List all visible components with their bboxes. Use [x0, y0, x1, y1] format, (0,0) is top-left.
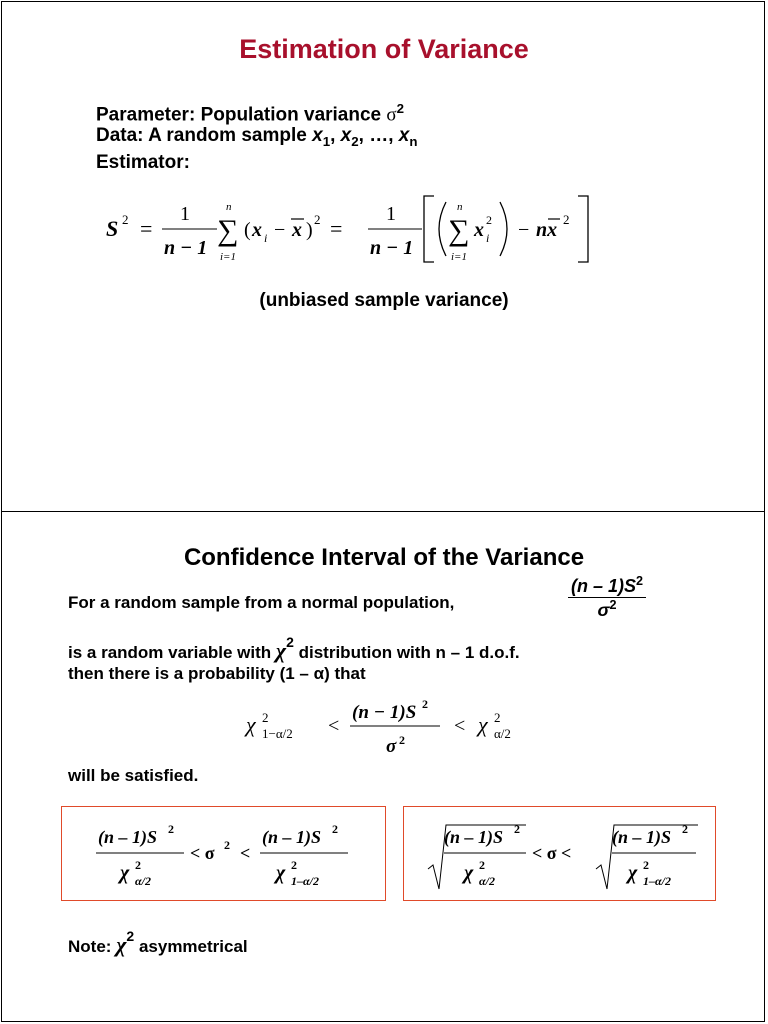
box2-mid: < σ < [532, 843, 572, 863]
box1-num-right: (n – 1)S [262, 827, 322, 847]
data-label: Data: [96, 125, 144, 146]
frac1-den: n − 1 [164, 237, 208, 259]
ineq-num: (n − 1)S [352, 702, 417, 723]
S-power: 2 [122, 212, 129, 227]
note-line [68, 928, 248, 958]
bigparen-close [500, 202, 507, 256]
sigma-symbol: σ [386, 104, 397, 126]
parameter-text: Population variance [200, 104, 382, 126]
line-satisfied: will be satisfied. [68, 766, 199, 785]
note-label: Note: [68, 937, 112, 956]
stddev-interval-box [403, 806, 716, 901]
box2-num-left: (n – 1)S [444, 827, 504, 847]
box1-num-left: (n – 1)S [98, 827, 158, 847]
frac-den-power: 2 [609, 597, 617, 612]
sum2-sigma: ∑ [448, 214, 470, 247]
box2-num-right-power: 2 [682, 822, 688, 836]
sep3: , [388, 125, 399, 146]
equals-2: = [330, 216, 343, 241]
paren-open: ( [244, 219, 251, 241]
chi-symbol: χ [275, 638, 287, 663]
box2-chi-left-power: 2 [479, 858, 485, 872]
bracket-open [424, 196, 434, 262]
nxbar-power: 2 [563, 212, 570, 227]
frac2-den: n − 1 [370, 237, 414, 259]
frac2-num: 1 [386, 203, 396, 225]
chi-left-power: 2 [262, 710, 269, 725]
box1-chi-left-sub: α/2 [135, 874, 151, 888]
box1-chi-right-sub: 1–α/2 [291, 874, 319, 888]
note-text: asymmetrical [138, 937, 248, 956]
xi2-power: 2 [486, 213, 492, 227]
stddev-interval-formula [404, 807, 715, 900]
lt-2: < [454, 715, 466, 737]
ellipsis: … [369, 125, 389, 146]
box1-chi-right: χ [276, 862, 286, 884]
xi-var: x [252, 219, 262, 241]
paren-close: ) [306, 219, 313, 241]
sum2-upper: n [457, 201, 463, 213]
line2-b: distribution with n – 1 d.o.f. [298, 643, 520, 662]
sum1-lower: i=1 [220, 251, 236, 263]
note-chi: χ [116, 932, 127, 957]
sum1-upper: n [226, 201, 232, 213]
frac-den: σ [597, 599, 610, 620]
box2-num-right: (n – 1)S [612, 827, 672, 847]
sum1-sigma: ∑ [217, 214, 239, 247]
estimator-label: Estimator: [96, 152, 190, 173]
statistic-fraction [568, 574, 646, 620]
xn-var: x [398, 125, 410, 146]
slide-title: Confidence Interval of the Variance [183, 544, 585, 571]
frac1-num: 1 [180, 203, 190, 225]
chi-right-power: 2 [494, 710, 501, 725]
xn-sub: n [409, 133, 418, 149]
box1-num-right-power: 2 [332, 822, 338, 836]
x2-var: x [340, 125, 352, 146]
x1-var: x [312, 125, 323, 146]
note-chi-power: 2 [126, 928, 135, 945]
box1-mid-power: 2 [224, 838, 230, 852]
frac-num: (n – 1)S [571, 576, 637, 596]
chi-square-inequality [242, 692, 542, 762]
box2-num-left-power: 2 [514, 822, 520, 836]
box2-chi-right-power: 2 [643, 858, 649, 872]
line-chi-distribution [68, 634, 520, 664]
nxbar-var: nx [536, 219, 558, 241]
box1-mid: < σ [190, 843, 215, 863]
xi2-var: x [474, 219, 484, 241]
box1-lt: < [240, 843, 251, 863]
slide-estimation-of-variance [1, 1, 765, 512]
box1-chi-right-power: 2 [291, 858, 297, 872]
box1-num-left-power: 2 [168, 822, 174, 836]
parameter-label: Parameter: [96, 104, 196, 126]
paren-power: 2 [314, 212, 321, 227]
sigma-power: 2 [396, 101, 405, 116]
box2-chi-right-sub: 1–α/2 [643, 874, 671, 888]
x2-sub: 2 [351, 133, 359, 149]
ineq-num-power: 2 [422, 697, 428, 711]
S-symbol: S [106, 216, 119, 241]
box1-chi-left: χ [120, 862, 130, 884]
box2-chi-left: χ [464, 862, 474, 884]
sum2-lower: i=1 [451, 251, 467, 263]
ineq-den-power: 2 [399, 733, 405, 747]
box1-chi-left-power: 2 [135, 858, 141, 872]
minus-1: − [274, 219, 286, 241]
variance-interval-box [61, 806, 386, 901]
box2-chi-right: χ [628, 862, 638, 884]
data-text: A random sample [148, 125, 307, 146]
ineq-den: σ [386, 736, 397, 757]
box2-chi-left-sub: α/2 [479, 874, 495, 888]
line-random-sample: For a random sample from a normal population, [68, 593, 455, 612]
sep2: , [358, 125, 370, 146]
line2-a: is a random variable with [68, 643, 272, 662]
sample-variance-formula [102, 192, 602, 272]
slide-confidence-interval [1, 511, 765, 1022]
chi-left: χ [246, 712, 256, 737]
slide-title: Estimation of Variance [239, 34, 529, 64]
formula-caption: (unbiased sample variance) [259, 290, 509, 311]
bracket-close [578, 196, 588, 262]
bigparen-open [439, 202, 446, 256]
xi2-sub: i [486, 231, 490, 245]
equals-1: = [140, 216, 153, 241]
sep1: , [330, 125, 341, 146]
xi-sub: i [264, 231, 268, 245]
chi-right: χ [478, 712, 488, 737]
minus-2: − [518, 219, 530, 241]
chi-left-sub: 1−α/2 [262, 726, 293, 741]
variance-interval-formula [62, 807, 385, 900]
xbar-var: x [292, 219, 302, 241]
x1-sub: 1 [322, 133, 331, 149]
line-probability: then there is a probability (1 – α) that [68, 664, 366, 683]
lt-1: < [328, 715, 340, 737]
chi-right-sub: α/2 [494, 726, 511, 741]
frac-num-power: 2 [636, 574, 644, 588]
chi-power: 2 [286, 634, 294, 651]
